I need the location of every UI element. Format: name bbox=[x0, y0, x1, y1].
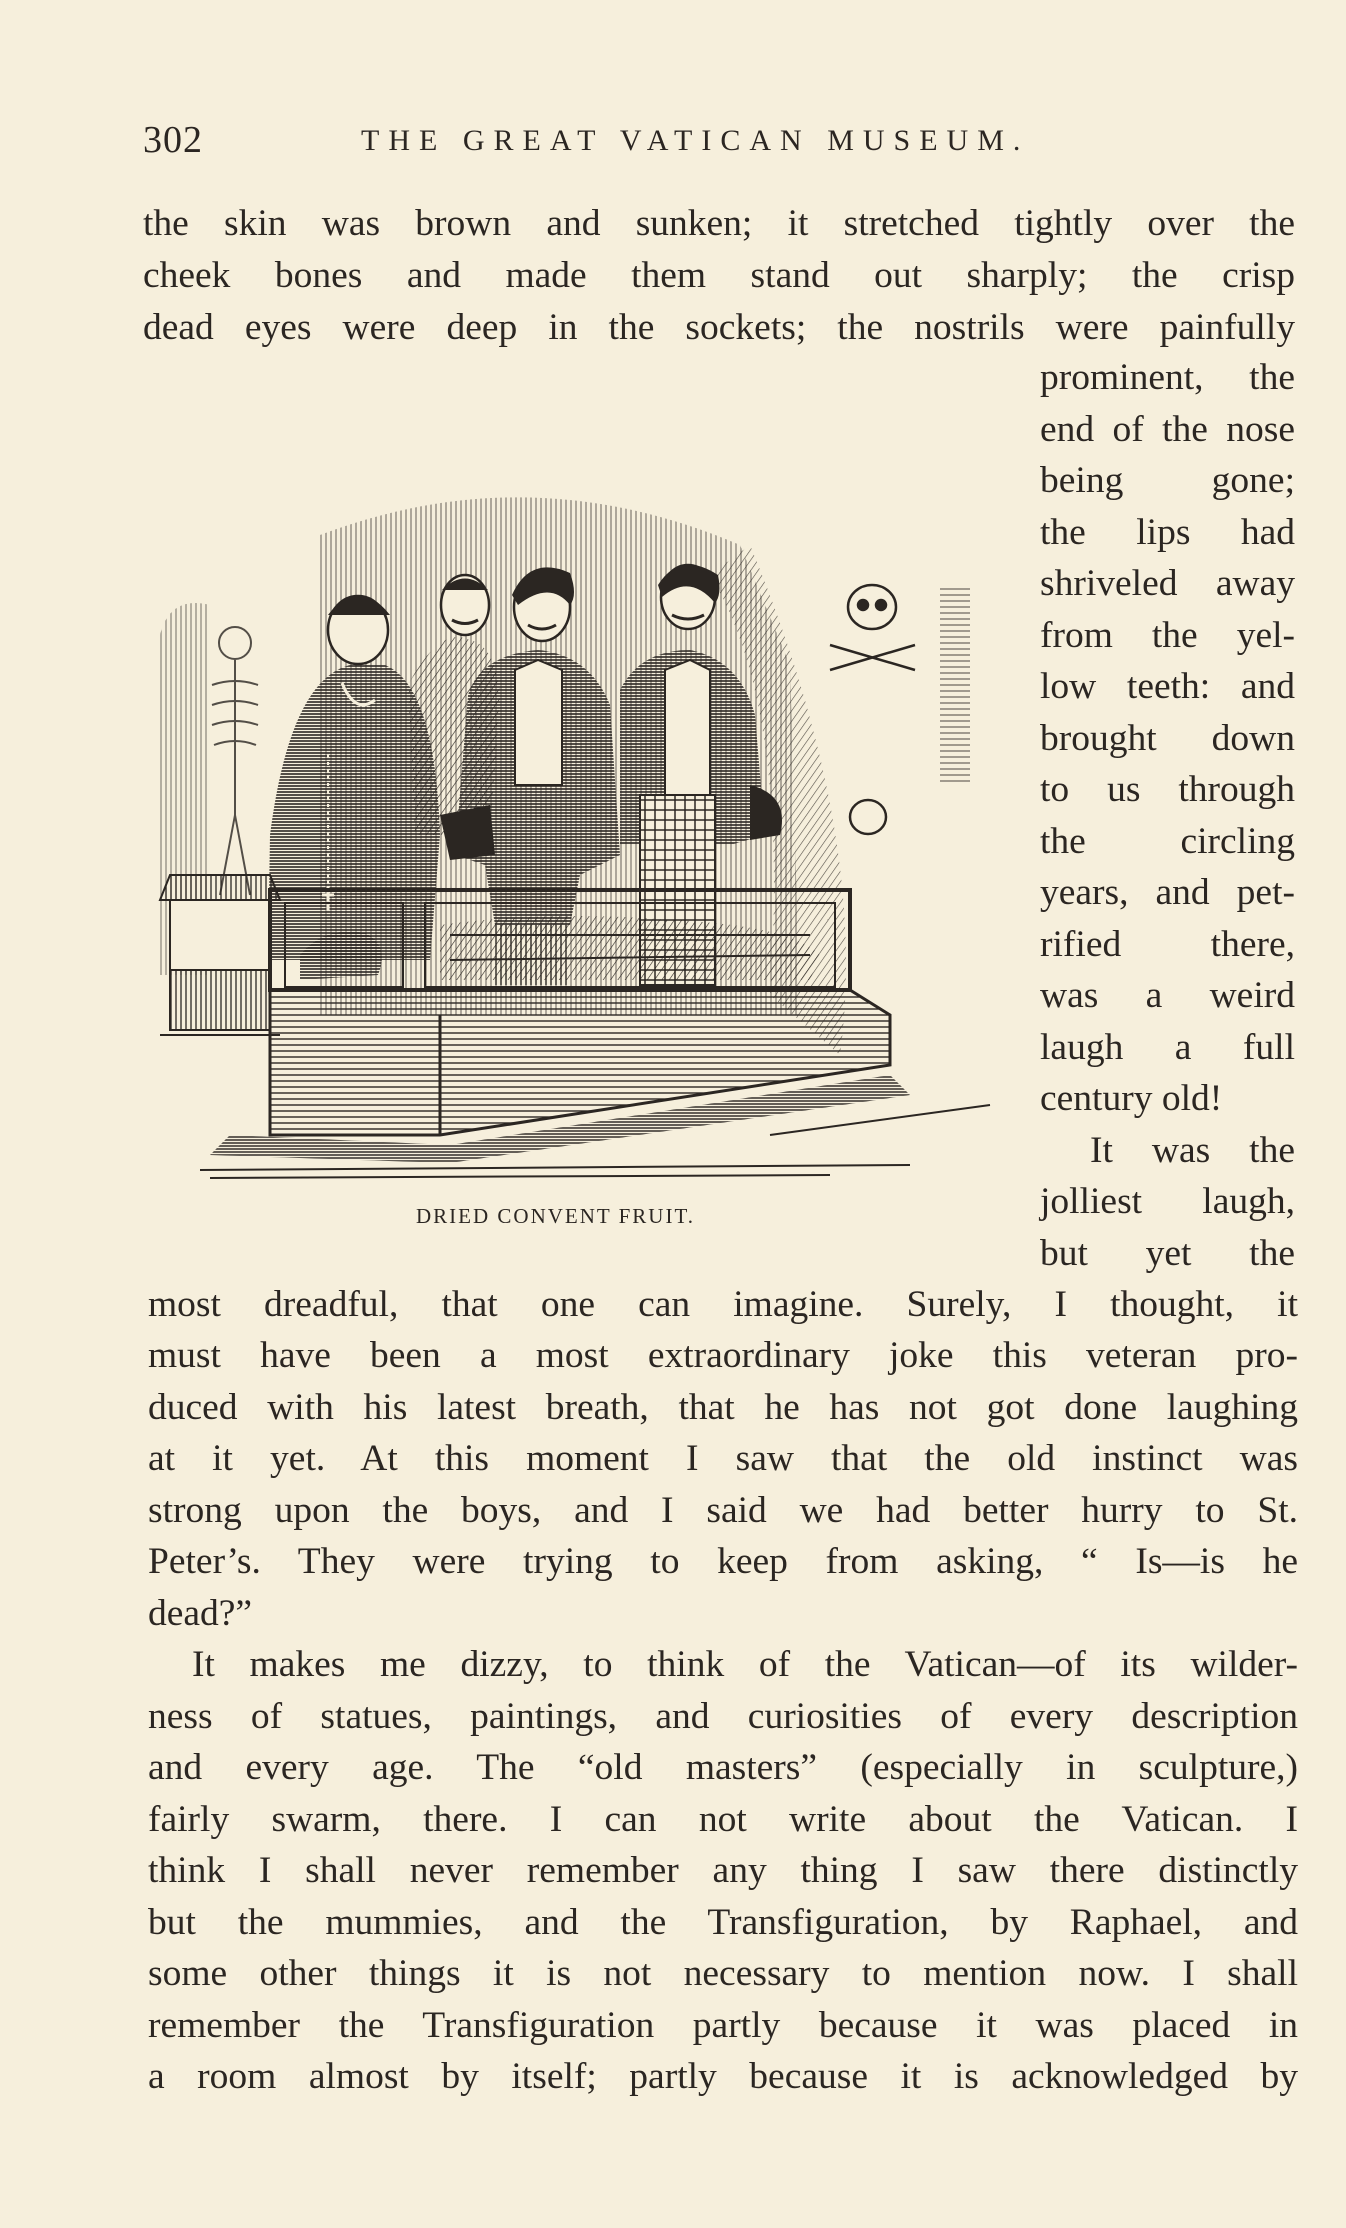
text-line: some other things it is not necessary to mention now. I shall bbox=[148, 1953, 1298, 1994]
text-line: remember the Transfiguration partly because it was placed in bbox=[148, 2005, 1298, 2046]
text-line: the circling bbox=[1040, 821, 1295, 862]
text-line: shriveled away bbox=[1040, 563, 1295, 604]
text-line: jolliest laugh, bbox=[1040, 1181, 1295, 1222]
text-line: cheek bones and made them stand out sharply; the crisp bbox=[143, 255, 1295, 296]
text-line: the lips had bbox=[1040, 512, 1295, 553]
text-line: and every age. The “old masters” (especially in sculpture,) bbox=[148, 1747, 1298, 1788]
page-number: 302 bbox=[143, 119, 203, 161]
running-head: THE GREAT VATICAN MUSEUM. bbox=[361, 124, 1030, 157]
text-line: must have been a most extraordinary joke this veteran pro- bbox=[148, 1335, 1298, 1376]
text-line: rified there, bbox=[1040, 924, 1295, 965]
text-line: duced with his latest breath, that he has not got done laughing bbox=[148, 1387, 1298, 1428]
text-line: Peter’s. They were trying to keep from asking, “ Is—is he bbox=[148, 1541, 1298, 1582]
text-line: being gone; bbox=[1040, 460, 1295, 501]
text-line: at it yet. At this moment I saw that the old instinct was bbox=[148, 1438, 1298, 1479]
text-line: low teeth: and bbox=[1040, 666, 1295, 707]
text-line: dead eyes were deep in the sockets; the nostrils were painfully bbox=[143, 307, 1295, 348]
text-line: It was the bbox=[1090, 1130, 1295, 1171]
page-header bbox=[143, 118, 1303, 178]
text-line: but the mummies, and the Transfiguration, by Raphael, and bbox=[148, 1902, 1298, 1943]
text-line: think I shall never remember any thing I saw there distinctly bbox=[148, 1850, 1298, 1891]
text-line: fairly swarm, there. I can not write about the Vatican. I bbox=[148, 1799, 1298, 1840]
text-line: dead?” bbox=[148, 1593, 253, 1634]
text-line: ness of statues, paintings, and curiosities of every description bbox=[148, 1696, 1298, 1737]
text-line: the skin was brown and sunken; it stretched tightly over the bbox=[143, 203, 1295, 244]
text-line: a room almost by itself; partly because it is acknowledged by bbox=[148, 2056, 1298, 2097]
text-line: but yet the bbox=[1040, 1233, 1295, 1274]
paragraph-first-line: It makes me dizzy, to think of the Vatican—of its wilder- bbox=[192, 1644, 1298, 1685]
text-line: laugh a full bbox=[1040, 1027, 1295, 1068]
text-line: from the yel- bbox=[1040, 615, 1295, 656]
text-line: brought down bbox=[1040, 718, 1295, 759]
text-line: most dreadful, that one can imagine. Surely, I thought, it bbox=[148, 1284, 1298, 1325]
text-line: end of the nose bbox=[1040, 409, 1295, 450]
text-line: to us through bbox=[1040, 769, 1295, 810]
text-line: strong upon the boys, and I said we had better hurry to St. bbox=[148, 1490, 1298, 1531]
text-line: prominent, the bbox=[1040, 357, 1295, 398]
text-line: century old! bbox=[1040, 1078, 1223, 1119]
text-line: years, and pet- bbox=[1040, 872, 1295, 913]
figure-caption: DRIED CONVENT FRUIT. bbox=[416, 1204, 695, 1228]
engraving-illustration bbox=[150, 455, 1000, 1180]
text-line: was a weird bbox=[1040, 975, 1295, 1016]
